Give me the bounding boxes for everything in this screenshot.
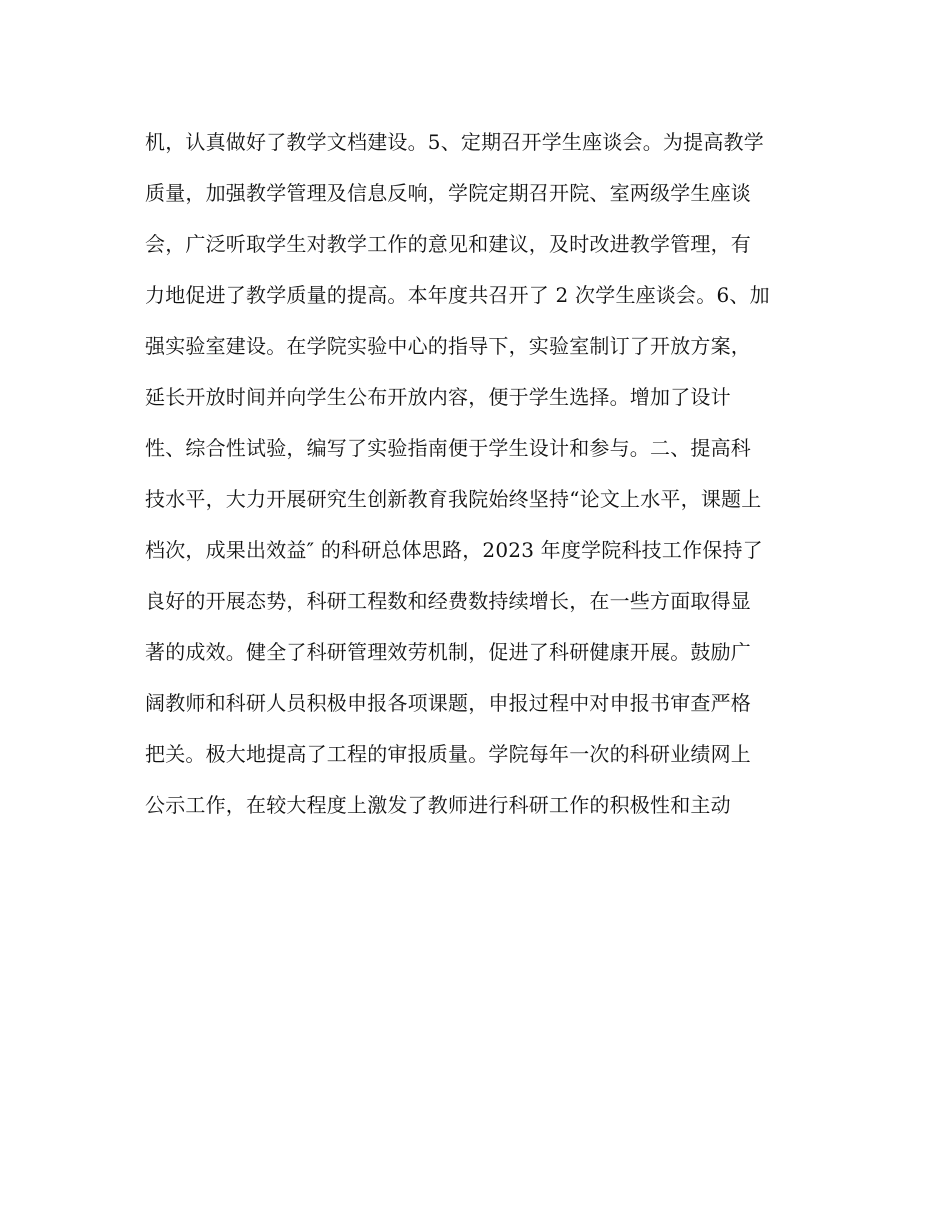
body-text: [145, 121, 815, 835]
text-line: 阔教师和科研人员积极申报各项课题，申报过程中对申报书审查严格: [145, 691, 751, 715]
text-line: 质量，加强教学管理及信息反响，学院定期召开院、室两级学生座谈: [145, 181, 751, 205]
text-line: 把关。极大地提高了工程的审报质量。学院每年一次的科研业绩网上: [145, 742, 751, 766]
text-line: 良好的开展态势，科研工程数和经费数持续增长，在一些方面取得显: [145, 589, 751, 613]
text-line: 机，认真做好了教学文档建设。5、定期召开学生座谈会。为提高教学: [145, 130, 764, 154]
text-line: 公示工作，在较大程度上激发了教师进行科研工作的积极性和主动: [145, 793, 731, 817]
text-line: 技水平，大力开展研究生创新教育我院始终坚持“论文上水平，课题上: [145, 487, 762, 511]
text-line: 力地促进了教学质量的提高。本年度共召开了 2 次学生座谈会。6、加: [145, 283, 770, 307]
text-line: 强实验室建设。在学院实验中心的指导下，实验室制订了开放方案，: [145, 334, 751, 358]
text-line: 性、综合性试验，编写了实验指南便于学生设计和参与。二、提高科: [145, 436, 751, 460]
text-line: 会，广泛听取学生对教学工作的意见和建议，及时改进教学管理，有: [145, 232, 751, 256]
text-line: 著的成效。健全了科研管理效劳机制，促进了科研健康开展。鼓励广: [145, 640, 751, 664]
text-line: 档次，成果出效益″ 的科研总体思路，2023 年度学院科技工作保持了: [145, 538, 763, 562]
text-line: 延长开放时间并向学生公布开放内容，便于学生选择。增加了设计: [145, 385, 731, 409]
